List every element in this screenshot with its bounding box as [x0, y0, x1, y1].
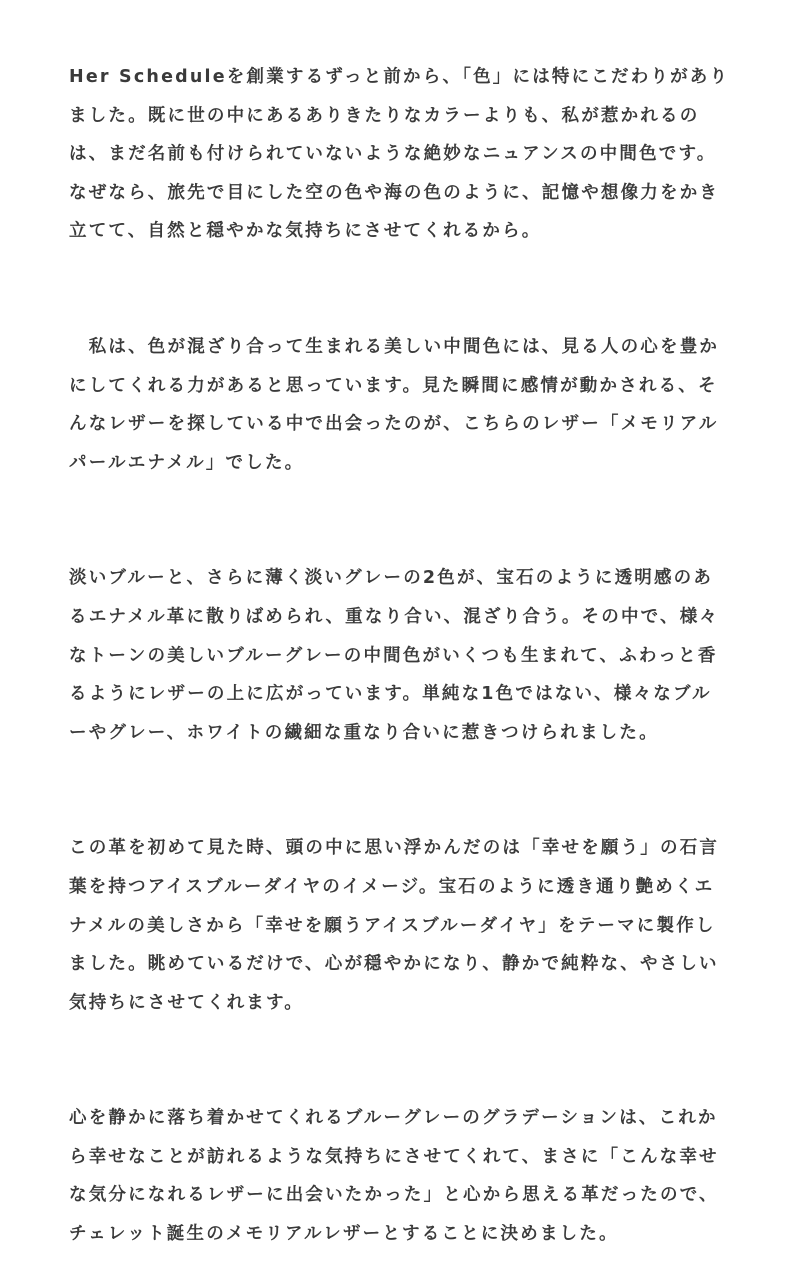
- paragraph-memorial-leather-decision: 心を静かに落ち着かせてくれるブルーグレーのグラデーションは、これから幸せなことが訪れるような気持ちにさせてくれて、まさに「こんな幸せな気分になれるレザーに出会いたかった」と心から思える革だったので、チェレット誕生のメモリアルレザーとすることに決めました。: [69, 1108, 719, 1245]
- paragraph-memorial-pearl-enamel: 私は、色が混ざり合って生まれる美しい中間色には、見る人の心を豊かにしてくれる力があると思っています。見た瞬間に感情が動かされる、そんなレザーを探している中で出会ったのが、こちらのレザー「メモリアルパールエナメル」でした。: [69, 336, 720, 473]
- paragraph-origin-of-color: Her Scheduleを創業するずっと前から、「色」には特にこだわりがありました。既に世の中にあるありきたりなカラーよりも、私が惹かれるのは、まだ名前も付けられていないような絶妙なニュアンスの中間色です。なぜなら、旅先で目にした空の色や海の色のように、記憶や想像力をかき立てて、自然と穏やかな気持ちにさせてくれるから。: [69, 67, 730, 242]
- paragraph-ice-blue-diamond: この革を初めて見た時、頭の中に思い浮かんだのは「幸せを願う」の石言葉を持つアイスブルーダイヤのイメージ。宝石のように透き通り艶めくエナメルの美しさから「幸せを願うアイスブルーダイヤ」をテーマに製作しました。眺めているだけで、心が穏やかになり、静かで純粋な、やさしい気持ちにさせてくれます。: [69, 838, 720, 1013]
- paragraph-blue-grey-layers: 淡いブルーと、さらに薄く淡いグレーの2色が、宝石のように透明感のあるエナメル革に散りばめられ、重なり合い、混ざり合う。その中で、様々なトーンの美しいブルーグレーの中間色がいくつも生まれて、ふわっと香るようにレザーの上に広がっています。単純な1色ではない、様々なブルーやグレー、ホワイトの繊細な重なり合いに惹きつけられました。: [69, 568, 720, 743]
